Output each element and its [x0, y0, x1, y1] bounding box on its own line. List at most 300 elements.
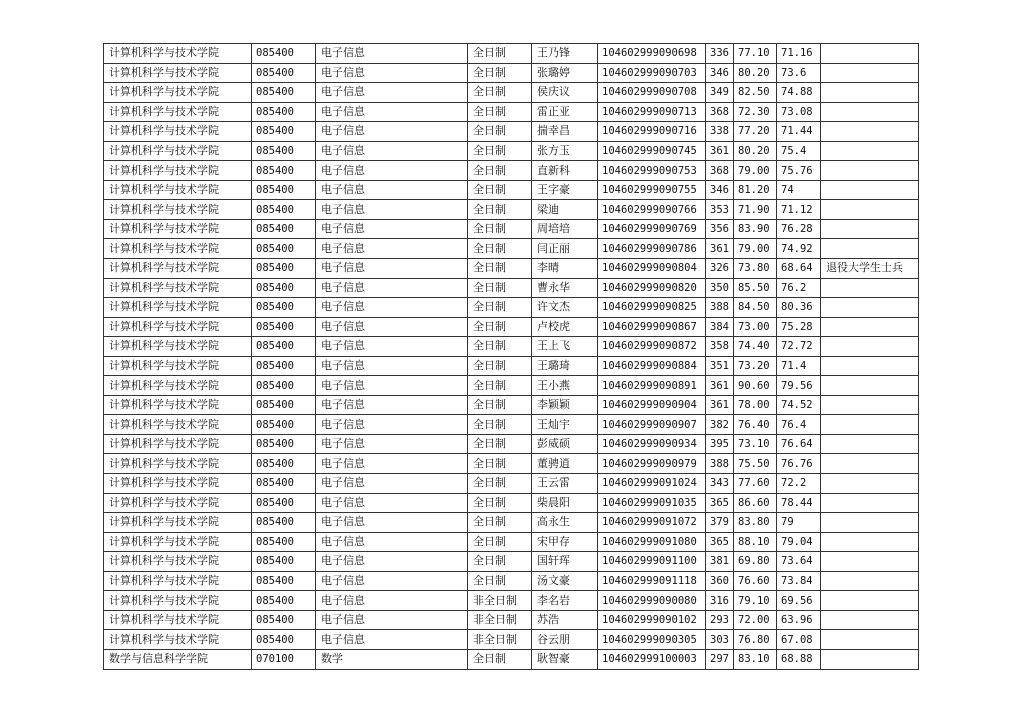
major-code-cell: 085400 — [252, 493, 316, 513]
exam-id-cell: 104602999090804 — [598, 259, 706, 279]
table-row — [104, 161, 919, 181]
study-mode-cell: 全日制 — [468, 161, 532, 181]
college-cell: 计算机科学与技术学院 — [104, 83, 252, 103]
study-mode-cell: 全日制 — [468, 63, 532, 83]
major-name-cell: 电子信息 — [316, 337, 468, 357]
exam-id-cell: 104602999090102 — [598, 610, 706, 630]
initial-score-cell: 353 — [706, 200, 734, 220]
remark-cell — [821, 434, 919, 454]
major-code-cell: 085400 — [252, 63, 316, 83]
student-name-cell: 梁迪 — [532, 200, 598, 220]
college-cell: 计算机科学与技术学院 — [104, 395, 252, 415]
college-cell: 计算机科学与技术学院 — [104, 259, 252, 279]
exam-id-cell: 104602999090698 — [598, 44, 706, 64]
initial-score-cell: 346 — [706, 180, 734, 200]
initial-score-cell: 381 — [706, 552, 734, 572]
initial-score-cell: 361 — [706, 395, 734, 415]
study-mode-cell: 全日制 — [468, 434, 532, 454]
study-mode-cell: 全日制 — [468, 83, 532, 103]
college-cell: 计算机科学与技术学院 — [104, 298, 252, 318]
major-name-cell: 电子信息 — [316, 141, 468, 161]
major-name-cell: 电子信息 — [316, 180, 468, 200]
remark-cell — [821, 278, 919, 298]
remark-cell — [821, 141, 919, 161]
student-name-cell: 王小燕 — [532, 376, 598, 396]
initial-score-cell: 316 — [706, 591, 734, 611]
retest-score-cell: 76.40 — [734, 415, 777, 435]
student-name-cell: 王字豪 — [532, 180, 598, 200]
student-name-cell: 揣幸昌 — [532, 122, 598, 142]
remark-cell — [821, 180, 919, 200]
table-row — [104, 122, 919, 142]
college-cell: 计算机科学与技术学院 — [104, 161, 252, 181]
college-cell: 计算机科学与技术学院 — [104, 200, 252, 220]
initial-score-cell: 365 — [706, 493, 734, 513]
study-mode-cell: 全日制 — [468, 219, 532, 239]
study-mode-cell: 全日制 — [468, 493, 532, 513]
major-name-cell: 电子信息 — [316, 239, 468, 259]
table-row — [104, 219, 919, 239]
exam-id-cell: 104602999090872 — [598, 337, 706, 357]
exam-id-cell: 104602999091118 — [598, 571, 706, 591]
major-name-cell: 电子信息 — [316, 434, 468, 454]
initial-score-cell: 388 — [706, 298, 734, 318]
student-name-cell: 宋甲存 — [532, 532, 598, 552]
table-row — [104, 415, 919, 435]
study-mode-cell: 非全日制 — [468, 591, 532, 611]
college-cell: 计算机科学与技术学院 — [104, 337, 252, 357]
remark-cell — [821, 200, 919, 220]
student-name-cell: 张方玉 — [532, 141, 598, 161]
table-row — [104, 474, 919, 494]
major-code-cell: 085400 — [252, 180, 316, 200]
initial-score-cell: 338 — [706, 122, 734, 142]
remark-cell — [821, 317, 919, 337]
major-name-cell: 电子信息 — [316, 219, 468, 239]
major-code-cell: 085400 — [252, 454, 316, 474]
remark-cell — [821, 102, 919, 122]
table-row — [104, 102, 919, 122]
table-row — [104, 434, 919, 454]
major-code-cell: 085400 — [252, 239, 316, 259]
major-name-cell: 电子信息 — [316, 259, 468, 279]
major-code-cell: 085400 — [252, 610, 316, 630]
retest-score-cell: 90.60 — [734, 376, 777, 396]
table-row — [104, 298, 919, 318]
major-name-cell: 电子信息 — [316, 474, 468, 494]
total-score-cell: 68.64 — [777, 259, 821, 279]
total-score-cell: 76.76 — [777, 454, 821, 474]
major-code-cell: 085400 — [252, 434, 316, 454]
major-code-cell: 085400 — [252, 474, 316, 494]
college-cell: 计算机科学与技术学院 — [104, 513, 252, 533]
exam-id-cell: 104602999090080 — [598, 591, 706, 611]
major-name-cell: 电子信息 — [316, 200, 468, 220]
table-row — [104, 493, 919, 513]
initial-score-cell: 346 — [706, 63, 734, 83]
study-mode-cell: 全日制 — [468, 259, 532, 279]
exam-id-cell: 104602999091024 — [598, 474, 706, 494]
table-row — [104, 44, 919, 64]
study-mode-cell: 全日制 — [468, 395, 532, 415]
initial-score-cell: 360 — [706, 571, 734, 591]
exam-id-cell: 104602999090745 — [598, 141, 706, 161]
study-mode-cell: 全日制 — [468, 141, 532, 161]
table-row — [104, 395, 919, 415]
college-cell: 计算机科学与技术学院 — [104, 141, 252, 161]
total-score-cell: 73.08 — [777, 102, 821, 122]
retest-score-cell: 84.50 — [734, 298, 777, 318]
remark-cell — [821, 83, 919, 103]
remark-cell — [821, 474, 919, 494]
study-mode-cell: 全日制 — [468, 532, 532, 552]
total-score-cell: 73.64 — [777, 552, 821, 572]
total-score-cell: 78.44 — [777, 493, 821, 513]
total-score-cell: 73.6 — [777, 63, 821, 83]
study-mode-cell: 全日制 — [468, 44, 532, 64]
total-score-cell: 76.4 — [777, 415, 821, 435]
exam-id-cell: 104602999091080 — [598, 532, 706, 552]
student-name-cell: 王上飞 — [532, 337, 598, 357]
exam-id-cell: 104602999091035 — [598, 493, 706, 513]
retest-score-cell: 76.80 — [734, 630, 777, 650]
initial-score-cell: 358 — [706, 337, 734, 357]
major-code-cell: 085400 — [252, 141, 316, 161]
total-score-cell: 74.92 — [777, 239, 821, 259]
major-code-cell: 085400 — [252, 532, 316, 552]
study-mode-cell: 非全日制 — [468, 630, 532, 650]
initial-score-cell: 326 — [706, 259, 734, 279]
college-cell: 计算机科学与技术学院 — [104, 493, 252, 513]
exam-id-cell: 104602999090755 — [598, 180, 706, 200]
major-name-cell: 电子信息 — [316, 532, 468, 552]
college-cell: 计算机科学与技术学院 — [104, 532, 252, 552]
major-code-cell: 085400 — [252, 102, 316, 122]
college-cell: 计算机科学与技术学院 — [104, 474, 252, 494]
exam-id-cell: 104602999090934 — [598, 434, 706, 454]
college-cell: 计算机科学与技术学院 — [104, 434, 252, 454]
college-cell: 计算机科学与技术学院 — [104, 610, 252, 630]
remark-cell — [821, 63, 919, 83]
initial-score-cell: 349 — [706, 83, 734, 103]
student-name-cell: 李名岩 — [532, 591, 598, 611]
table-row — [104, 83, 919, 103]
table-row — [104, 552, 919, 572]
total-score-cell: 75.28 — [777, 317, 821, 337]
major-name-cell: 电子信息 — [316, 102, 468, 122]
initial-score-cell: 388 — [706, 454, 734, 474]
student-name-cell: 苏浩 — [532, 610, 598, 630]
table-row — [104, 141, 919, 161]
initial-score-cell: 297 — [706, 649, 734, 669]
initial-score-cell: 395 — [706, 434, 734, 454]
major-code-cell: 085400 — [252, 415, 316, 435]
major-name-cell: 电子信息 — [316, 298, 468, 318]
retest-score-cell: 71.90 — [734, 200, 777, 220]
student-name-cell: 耿智豪 — [532, 649, 598, 669]
retest-score-cell: 72.30 — [734, 102, 777, 122]
remark-cell — [821, 630, 919, 650]
table-row — [104, 337, 919, 357]
exam-id-cell: 104602999091072 — [598, 513, 706, 533]
retest-score-cell: 69.80 — [734, 552, 777, 572]
remark-cell — [821, 571, 919, 591]
student-name-cell: 国轩珲 — [532, 552, 598, 572]
total-score-cell: 79.56 — [777, 376, 821, 396]
total-score-cell: 71.12 — [777, 200, 821, 220]
exam-id-cell: 104602999090786 — [598, 239, 706, 259]
study-mode-cell: 全日制 — [468, 317, 532, 337]
total-score-cell: 71.16 — [777, 44, 821, 64]
retest-score-cell: 77.60 — [734, 474, 777, 494]
retest-score-cell: 72.00 — [734, 610, 777, 630]
major-name-cell: 电子信息 — [316, 376, 468, 396]
major-name-cell: 电子信息 — [316, 122, 468, 142]
exam-id-cell: 104602999090716 — [598, 122, 706, 142]
study-mode-cell: 全日制 — [468, 298, 532, 318]
major-code-cell: 085400 — [252, 298, 316, 318]
exam-id-cell: 104602999090867 — [598, 317, 706, 337]
student-name-cell: 直新科 — [532, 161, 598, 181]
exam-id-cell: 104602999090884 — [598, 356, 706, 376]
major-code-cell: 085400 — [252, 356, 316, 376]
student-name-cell: 柴晨阳 — [532, 493, 598, 513]
study-mode-cell: 全日制 — [468, 454, 532, 474]
initial-score-cell: 361 — [706, 239, 734, 259]
initial-score-cell: 384 — [706, 317, 734, 337]
major-code-cell: 085400 — [252, 552, 316, 572]
exam-id-cell: 104602999090708 — [598, 83, 706, 103]
student-name-cell: 王云雷 — [532, 474, 598, 494]
retest-score-cell: 83.80 — [734, 513, 777, 533]
remark-cell — [821, 415, 919, 435]
study-mode-cell: 全日制 — [468, 474, 532, 494]
college-cell: 计算机科学与技术学院 — [104, 376, 252, 396]
study-mode-cell: 全日制 — [468, 278, 532, 298]
retest-score-cell: 79.00 — [734, 239, 777, 259]
major-name-cell: 电子信息 — [316, 454, 468, 474]
major-code-cell: 085400 — [252, 630, 316, 650]
initial-score-cell: 303 — [706, 630, 734, 650]
major-code-cell: 085400 — [252, 278, 316, 298]
study-mode-cell: 全日制 — [468, 356, 532, 376]
major-code-cell: 085400 — [252, 259, 316, 279]
retest-score-cell: 80.20 — [734, 141, 777, 161]
college-cell: 计算机科学与技术学院 — [104, 571, 252, 591]
remark-cell — [821, 337, 919, 357]
admission-list-table — [103, 43, 919, 670]
major-code-cell: 085400 — [252, 122, 316, 142]
major-name-cell: 电子信息 — [316, 591, 468, 611]
student-name-cell: 李颖颖 — [532, 395, 598, 415]
table-row — [104, 649, 919, 669]
exam-id-cell: 104602999091100 — [598, 552, 706, 572]
table-body — [104, 44, 919, 670]
study-mode-cell: 非全日制 — [468, 610, 532, 630]
study-mode-cell: 全日制 — [468, 552, 532, 572]
college-cell: 计算机科学与技术学院 — [104, 356, 252, 376]
college-cell: 计算机科学与技术学院 — [104, 239, 252, 259]
total-score-cell: 79.04 — [777, 532, 821, 552]
study-mode-cell: 全日制 — [468, 649, 532, 669]
table-row — [104, 278, 919, 298]
table-row — [104, 532, 919, 552]
college-cell: 计算机科学与技术学院 — [104, 591, 252, 611]
initial-score-cell: 368 — [706, 102, 734, 122]
table-row — [104, 454, 919, 474]
major-code-cell: 085400 — [252, 219, 316, 239]
total-score-cell: 74.88 — [777, 83, 821, 103]
study-mode-cell: 全日制 — [468, 122, 532, 142]
study-mode-cell: 全日制 — [468, 513, 532, 533]
retest-score-cell: 88.10 — [734, 532, 777, 552]
college-cell: 计算机科学与技术学院 — [104, 317, 252, 337]
retest-score-cell: 85.50 — [734, 278, 777, 298]
student-name-cell: 侯庆议 — [532, 83, 598, 103]
student-name-cell: 王璐琦 — [532, 356, 598, 376]
initial-score-cell: 343 — [706, 474, 734, 494]
major-code-cell: 085400 — [252, 83, 316, 103]
remark-cell — [821, 239, 919, 259]
major-code-cell: 085400 — [252, 513, 316, 533]
major-code-cell: 085400 — [252, 337, 316, 357]
college-cell: 计算机科学与技术学院 — [104, 454, 252, 474]
remark-cell — [821, 161, 919, 181]
remark-cell — [821, 44, 919, 64]
exam-id-cell: 104602999090713 — [598, 102, 706, 122]
major-code-cell: 085400 — [252, 317, 316, 337]
major-name-cell: 电子信息 — [316, 610, 468, 630]
initial-score-cell: 350 — [706, 278, 734, 298]
retest-score-cell: 76.60 — [734, 571, 777, 591]
student-name-cell: 李晴 — [532, 259, 598, 279]
retest-score-cell: 77.20 — [734, 122, 777, 142]
study-mode-cell: 全日制 — [468, 376, 532, 396]
exam-id-cell: 104602999090820 — [598, 278, 706, 298]
student-name-cell: 高永生 — [532, 513, 598, 533]
total-score-cell: 74 — [777, 180, 821, 200]
table-row — [104, 376, 919, 396]
total-score-cell: 67.08 — [777, 630, 821, 650]
retest-score-cell: 74.40 — [734, 337, 777, 357]
total-score-cell: 76.64 — [777, 434, 821, 454]
exam-id-cell: 104602999090766 — [598, 200, 706, 220]
table-row — [104, 591, 919, 611]
student-name-cell: 闫正丽 — [532, 239, 598, 259]
table-row — [104, 571, 919, 591]
table-row — [104, 356, 919, 376]
student-name-cell: 谷云朋 — [532, 630, 598, 650]
table-row — [104, 630, 919, 650]
remark-cell — [821, 454, 919, 474]
student-name-cell: 王灿宇 — [532, 415, 598, 435]
total-score-cell: 63.96 — [777, 610, 821, 630]
remark-cell — [821, 298, 919, 318]
major-code-cell: 085400 — [252, 200, 316, 220]
initial-score-cell: 365 — [706, 532, 734, 552]
college-cell: 计算机科学与技术学院 — [104, 219, 252, 239]
initial-score-cell: 379 — [706, 513, 734, 533]
table-row — [104, 259, 919, 279]
major-name-cell: 电子信息 — [316, 415, 468, 435]
remark-cell — [821, 649, 919, 669]
student-name-cell: 周培培 — [532, 219, 598, 239]
retest-score-cell: 86.60 — [734, 493, 777, 513]
college-cell: 计算机科学与技术学院 — [104, 44, 252, 64]
student-name-cell: 王乃锋 — [532, 44, 598, 64]
student-name-cell: 许文杰 — [532, 298, 598, 318]
study-mode-cell: 全日制 — [468, 102, 532, 122]
total-score-cell: 80.36 — [777, 298, 821, 318]
study-mode-cell: 全日制 — [468, 571, 532, 591]
initial-score-cell: 293 — [706, 610, 734, 630]
major-code-cell: 085400 — [252, 376, 316, 396]
college-cell: 计算机科学与技术学院 — [104, 630, 252, 650]
total-score-cell: 68.88 — [777, 649, 821, 669]
major-code-cell: 085400 — [252, 571, 316, 591]
major-name-cell: 数学 — [316, 649, 468, 669]
table-row — [104, 63, 919, 83]
major-name-cell: 电子信息 — [316, 83, 468, 103]
table-row — [104, 180, 919, 200]
college-cell: 计算机科学与技术学院 — [104, 122, 252, 142]
major-name-cell: 电子信息 — [316, 317, 468, 337]
retest-score-cell: 79.10 — [734, 591, 777, 611]
initial-score-cell: 361 — [706, 376, 734, 396]
major-code-cell: 070100 — [252, 649, 316, 669]
retest-score-cell: 79.00 — [734, 161, 777, 181]
initial-score-cell: 336 — [706, 44, 734, 64]
initial-score-cell: 351 — [706, 356, 734, 376]
total-score-cell: 69.56 — [777, 591, 821, 611]
table-row — [104, 513, 919, 533]
major-code-cell: 085400 — [252, 591, 316, 611]
college-cell: 计算机科学与技术学院 — [104, 415, 252, 435]
table-row — [104, 610, 919, 630]
retest-score-cell: 80.20 — [734, 63, 777, 83]
retest-score-cell: 81.20 — [734, 180, 777, 200]
exam-id-cell: 104602999090753 — [598, 161, 706, 181]
student-name-cell: 董骋逍 — [532, 454, 598, 474]
major-name-cell: 电子信息 — [316, 552, 468, 572]
student-name-cell: 张璐婷 — [532, 63, 598, 83]
major-code-cell: 085400 — [252, 44, 316, 64]
remark-cell — [821, 532, 919, 552]
major-name-cell: 电子信息 — [316, 630, 468, 650]
remark-cell — [821, 552, 919, 572]
retest-score-cell: 73.10 — [734, 434, 777, 454]
total-score-cell: 72.72 — [777, 337, 821, 357]
exam-id-cell: 104602999090979 — [598, 454, 706, 474]
retest-score-cell: 78.00 — [734, 395, 777, 415]
remark-cell — [821, 219, 919, 239]
study-mode-cell: 全日制 — [468, 415, 532, 435]
college-cell: 计算机科学与技术学院 — [104, 278, 252, 298]
retest-score-cell: 77.10 — [734, 44, 777, 64]
exam-id-cell: 104602999090703 — [598, 63, 706, 83]
remark-cell: 退役大学生士兵 — [821, 259, 919, 279]
major-name-cell: 电子信息 — [316, 513, 468, 533]
retest-score-cell: 73.20 — [734, 356, 777, 376]
major-name-cell: 电子信息 — [316, 356, 468, 376]
student-name-cell: 雷正亚 — [532, 102, 598, 122]
remark-cell — [821, 122, 919, 142]
remark-cell — [821, 493, 919, 513]
total-score-cell: 75.4 — [777, 141, 821, 161]
retest-score-cell: 73.80 — [734, 259, 777, 279]
major-code-cell: 085400 — [252, 395, 316, 415]
table-row — [104, 200, 919, 220]
